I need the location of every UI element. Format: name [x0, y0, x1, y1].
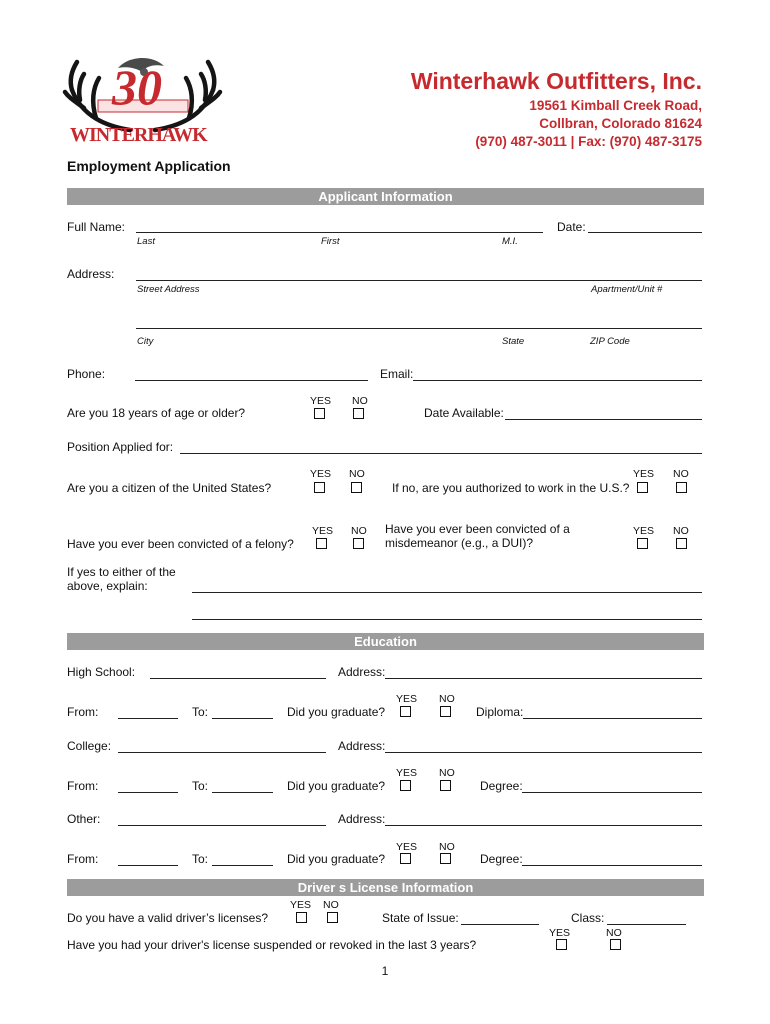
section-bar-applicant — [67, 188, 704, 205]
yes-label: YES — [633, 468, 655, 480]
explain-label-line2: above, explain: — [67, 579, 148, 593]
apt-caption: Apartment/Unit # — [591, 284, 663, 295]
college-to-label: To: — [192, 779, 209, 793]
phone-label: Phone: — [67, 367, 106, 381]
state-of-issue-field[interactable] — [461, 924, 539, 925]
company-logo — [60, 52, 225, 156]
no-label: NO — [606, 927, 622, 939]
logo-number: 30 — [112, 59, 162, 115]
other-graduate-question: Did you graduate? — [287, 852, 386, 866]
college-graduate-question: Did you graduate? — [287, 779, 386, 793]
other-address-field[interactable] — [385, 825, 702, 826]
authorized-question: If no, are you authorized to work in the U.S.? — [392, 481, 630, 495]
license-no-checkbox[interactable] — [327, 912, 338, 923]
address-line-1: 19561 Kimball Creek Road, — [529, 98, 702, 113]
no-label: NO — [673, 468, 689, 480]
citizen-no-checkbox[interactable] — [351, 482, 362, 493]
hs-to-label: To: — [192, 705, 209, 719]
logo-text: WINTERHAWK — [70, 124, 207, 146]
last-caption: Last — [137, 236, 155, 247]
state-caption: State — [502, 336, 525, 347]
hs-from-field[interactable] — [118, 718, 178, 719]
explain-field-2[interactable] — [192, 619, 702, 620]
high-school-label: High School: — [67, 665, 136, 679]
yes-label: YES — [633, 525, 655, 537]
date-label: Date: — [557, 220, 586, 234]
misdemeanor-question-line1: Have you ever been convicted of a — [385, 522, 570, 536]
citizen-question: Are you a citizen of the United States? — [67, 481, 272, 495]
other-degree-label: Degree: — [480, 852, 523, 866]
other-to-field[interactable] — [212, 865, 273, 866]
address-label: Address: — [67, 267, 115, 281]
college-degree-field[interactable] — [522, 792, 702, 793]
age-question: Are you 18 years of age or older? — [67, 406, 246, 420]
diploma-label: Diploma: — [476, 705, 524, 719]
yes-label: YES — [312, 525, 334, 537]
misdemeanor-no-checkbox[interactable] — [676, 538, 687, 549]
hs-graduate-no-checkbox[interactable] — [440, 706, 451, 717]
yes-label: YES — [310, 468, 332, 480]
other-to-label: To: — [192, 852, 209, 866]
full-name-field[interactable] — [136, 232, 543, 233]
no-label: NO — [351, 525, 367, 537]
position-field[interactable] — [180, 453, 702, 454]
yes-label: YES — [310, 395, 332, 407]
class-field[interactable] — [607, 924, 686, 925]
yes-label: YES — [290, 899, 312, 911]
no-label: NO — [439, 767, 455, 779]
other-label: Other: — [67, 812, 101, 826]
yes-label: YES — [396, 767, 418, 779]
full-name-label: Full Name: — [67, 220, 126, 234]
hs-graduate-yes-checkbox[interactable] — [400, 706, 411, 717]
page-title: Employment Application — [67, 158, 231, 174]
misdemeanor-question-line2: misdemeanor (e.g., a DUI)? — [385, 536, 534, 550]
address-line-2: Collbran, Colorado 81624 — [539, 116, 702, 131]
suspended-yes-checkbox[interactable] — [556, 939, 567, 950]
explain-label-line1: If yes to either of the — [67, 565, 176, 579]
college-address-label: Address: — [338, 739, 386, 753]
other-graduate-no-checkbox[interactable] — [440, 853, 451, 864]
age-no-checkbox[interactable] — [353, 408, 364, 419]
no-label: NO — [323, 899, 339, 911]
other-degree-field[interactable] — [522, 865, 702, 866]
phone-field[interactable] — [135, 380, 368, 381]
felony-no-checkbox[interactable] — [353, 538, 364, 549]
hs-graduate-question: Did you graduate? — [287, 705, 386, 719]
city-state-zip-field[interactable] — [136, 328, 702, 329]
college-graduate-no-checkbox[interactable] — [440, 780, 451, 791]
section-bar-education — [67, 633, 704, 650]
college-address-field[interactable] — [385, 752, 702, 753]
company-name: Winterhawk Outfitters, Inc. — [410, 68, 702, 94]
college-field[interactable] — [118, 752, 326, 753]
valid-license-question: Do you have a valid driver’s licenses? — [67, 911, 268, 925]
yes-label: YES — [396, 693, 418, 705]
section-title: Driver s License Information — [297, 880, 474, 895]
high-school-address-field[interactable] — [385, 678, 702, 679]
high-school-address-label: Address: — [338, 665, 386, 679]
other-from-field[interactable] — [118, 865, 178, 866]
mi-caption: M.I. — [502, 236, 518, 247]
college-to-field[interactable] — [212, 792, 273, 793]
date-field[interactable] — [588, 232, 702, 233]
hs-to-field[interactable] — [212, 718, 273, 719]
section-title: Education — [354, 634, 417, 649]
explain-field-1[interactable] — [192, 592, 702, 593]
suspended-question: Have you had your driver's license suspended or revoked in the last 3 years? — [67, 938, 477, 952]
state-of-issue-label: State of Issue: — [382, 911, 459, 925]
no-label: NO — [439, 693, 455, 705]
yes-label: YES — [396, 841, 418, 853]
misdemeanor-yes-checkbox[interactable] — [637, 538, 648, 549]
no-label: NO — [673, 525, 689, 537]
authorized-no-checkbox[interactable] — [676, 482, 687, 493]
hs-from-label: From: — [67, 705, 99, 719]
email-field[interactable] — [413, 380, 702, 381]
no-label: NO — [349, 468, 365, 480]
section-title: Applicant Information — [318, 189, 453, 204]
class-label: Class: — [571, 911, 605, 925]
high-school-field[interactable] — [150, 678, 326, 679]
diploma-field[interactable] — [523, 718, 702, 719]
age-yes-checkbox[interactable] — [314, 408, 325, 419]
license-yes-checkbox[interactable] — [296, 912, 307, 923]
college-graduate-yes-checkbox[interactable] — [400, 780, 411, 791]
city-caption: City — [137, 336, 154, 347]
date-available-field[interactable] — [505, 419, 702, 420]
felony-question: Have you ever been convicted of a felony? — [67, 537, 294, 551]
email-label: Email: — [380, 367, 414, 381]
college-from-field[interactable] — [118, 792, 178, 793]
other-field[interactable] — [118, 825, 326, 826]
suspended-no-checkbox[interactable] — [610, 939, 621, 950]
date-available-label: Date Available: — [424, 406, 504, 420]
other-graduate-yes-checkbox[interactable] — [400, 853, 411, 864]
college-from-label: From: — [67, 779, 99, 793]
authorized-yes-checkbox[interactable] — [637, 482, 648, 493]
no-label: NO — [439, 841, 455, 853]
college-label: College: — [67, 739, 112, 753]
street-caption: Street Address — [137, 284, 200, 295]
citizen-yes-checkbox[interactable] — [314, 482, 325, 493]
yes-label: YES — [549, 927, 571, 939]
no-label: NO — [352, 395, 368, 407]
zip-caption: ZIP Code — [590, 336, 630, 347]
college-degree-label: Degree: — [480, 779, 523, 793]
felony-yes-checkbox[interactable] — [316, 538, 327, 549]
page-number: 1 — [381, 964, 389, 978]
other-address-label: Address: — [338, 812, 386, 826]
position-label: Position Applied for: — [67, 440, 174, 454]
other-from-label: From: — [67, 852, 99, 866]
phone-fax: (970) 487-3011 | Fax: (970) 487-3175 — [475, 134, 702, 149]
street-address-field[interactable] — [136, 280, 702, 281]
first-caption: First — [321, 236, 340, 247]
section-bar-license — [67, 879, 704, 896]
